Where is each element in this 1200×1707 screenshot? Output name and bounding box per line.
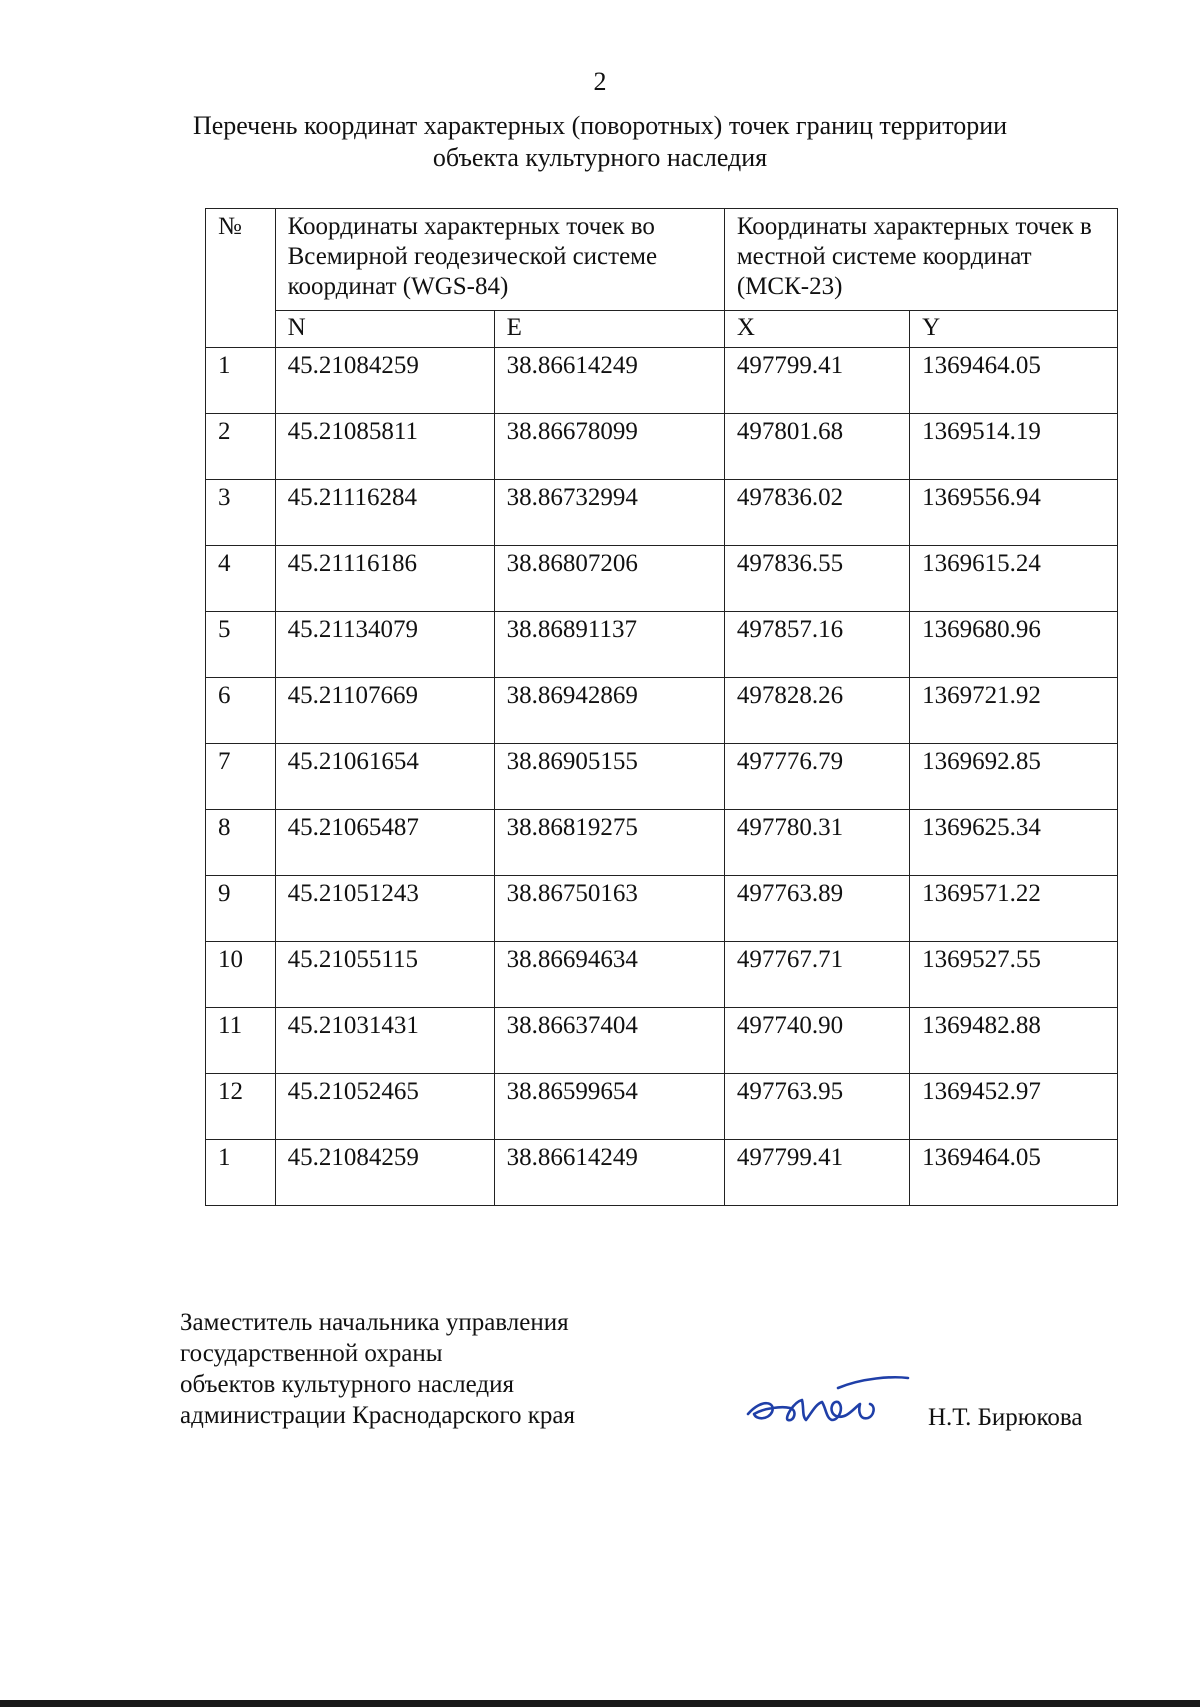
header-wgs84: Координаты характерных точек во Всемирной геодезической системе координат (WGS-84) (275, 209, 724, 311)
cell-point-number: 9 (206, 876, 276, 942)
table-row (206, 744, 1118, 810)
cell-e: 38.86732994 (494, 480, 724, 546)
table-row (206, 810, 1118, 876)
cell-y: 1369464.05 (910, 348, 1118, 414)
table-row (206, 876, 1118, 942)
header-e: E (494, 311, 724, 348)
scan-bottom-edge (0, 1700, 1200, 1707)
table-row (206, 480, 1118, 546)
signer-position-line-3: объектов культурного наследия (180, 1371, 514, 1398)
cell-y: 1369482.88 (910, 1008, 1118, 1074)
cell-n: 45.21031431 (275, 1008, 494, 1074)
cell-y: 1369680.96 (910, 612, 1118, 678)
coordinates-table (205, 208, 1118, 1206)
signer-position-line-4: администрации Краснодарского края (180, 1402, 576, 1429)
cell-x: 497740.90 (724, 1008, 909, 1074)
cell-x: 497799.41 (724, 348, 909, 414)
cell-y: 1369452.97 (910, 1074, 1118, 1140)
signer-position-line-2: государственной охраны (180, 1340, 443, 1367)
cell-x: 497857.16 (724, 612, 909, 678)
header-number: № (206, 209, 276, 348)
table-row (206, 1140, 1118, 1206)
table-row (206, 546, 1118, 612)
table-body (206, 348, 1118, 1206)
cell-y: 1369625.34 (910, 810, 1118, 876)
cell-e: 38.86750163 (494, 876, 724, 942)
cell-point-number: 4 (206, 546, 276, 612)
cell-n: 45.21084259 (275, 348, 494, 414)
signer-name: Н.Т. Бирюкова (928, 1404, 1083, 1431)
cell-x: 497767.71 (724, 942, 909, 1008)
cell-n: 45.21055115 (275, 942, 494, 1008)
cell-y: 1369571.22 (910, 876, 1118, 942)
cell-point-number: 3 (206, 480, 276, 546)
cell-point-number: 11 (206, 1008, 276, 1074)
cell-x: 497836.02 (724, 480, 909, 546)
cell-e: 38.86614249 (494, 1140, 724, 1206)
cell-n: 45.21085811 (275, 414, 494, 480)
signer-position-line-1: Заместитель начальника управления (180, 1309, 569, 1336)
title-line-2: объекта культурного наследия (432, 143, 768, 172)
cell-x: 497763.95 (724, 1074, 909, 1140)
cell-y: 1369514.19 (910, 414, 1118, 480)
table-row (206, 1074, 1118, 1140)
cell-point-number: 6 (206, 678, 276, 744)
cell-n: 45.21061654 (275, 744, 494, 810)
header-msk23: Координаты характерных точек в местной системе координат (МСК-23) (724, 209, 1117, 311)
cell-e: 38.86905155 (494, 744, 724, 810)
table-row (206, 942, 1118, 1008)
cell-e: 38.86694634 (494, 942, 724, 1008)
cell-e: 38.86637404 (494, 1008, 724, 1074)
cell-n: 45.21051243 (275, 876, 494, 942)
table-row (206, 348, 1118, 414)
table-header-row (206, 209, 1118, 311)
header-x: X (724, 311, 909, 348)
header-y: Y (910, 311, 1118, 348)
cell-y: 1369556.94 (910, 480, 1118, 546)
cell-point-number: 1 (206, 1140, 276, 1206)
cell-point-number: 12 (206, 1074, 276, 1140)
cell-n: 45.21052465 (275, 1074, 494, 1140)
cell-x: 497776.79 (724, 744, 909, 810)
signer-position (180, 1307, 700, 1431)
cell-y: 1369692.85 (910, 744, 1118, 810)
cell-n: 45.21107669 (275, 678, 494, 744)
cell-point-number: 10 (206, 942, 276, 1008)
table-row (206, 414, 1118, 480)
cell-x: 497836.55 (724, 546, 909, 612)
cell-point-number: 1 (206, 348, 276, 414)
cell-n: 45.21084259 (275, 1140, 494, 1206)
cell-x: 497780.31 (724, 810, 909, 876)
document-title (150, 110, 1050, 174)
cell-point-number: 7 (206, 744, 276, 810)
table-subheader-row (206, 311, 1118, 348)
title-line-1: Перечень координат характерных (поворотных) точек границ территории (192, 111, 1008, 140)
cell-n: 45.21116284 (275, 480, 494, 546)
table-row (206, 612, 1118, 678)
cell-e: 38.86614249 (494, 348, 724, 414)
handwritten-signature (742, 1368, 912, 1434)
cell-y: 1369527.55 (910, 942, 1118, 1008)
header-n: N (275, 311, 494, 348)
cell-e: 38.86599654 (494, 1074, 724, 1140)
cell-y: 1369464.05 (910, 1140, 1118, 1206)
table-row (206, 1008, 1118, 1074)
cell-e: 38.86819275 (494, 810, 724, 876)
cell-x: 497763.89 (724, 876, 909, 942)
cell-e: 38.86942869 (494, 678, 724, 744)
cell-n: 45.21134079 (275, 612, 494, 678)
cell-x: 497801.68 (724, 414, 909, 480)
cell-point-number: 5 (206, 612, 276, 678)
cell-point-number: 8 (206, 810, 276, 876)
cell-x: 497799.41 (724, 1140, 909, 1206)
cell-e: 38.86678099 (494, 414, 724, 480)
cell-x: 497828.26 (724, 678, 909, 744)
cell-n: 45.21065487 (275, 810, 494, 876)
page-number: 2 (593, 67, 607, 96)
cell-y: 1369721.92 (910, 678, 1118, 744)
cell-y: 1369615.24 (910, 546, 1118, 612)
cell-point-number: 2 (206, 414, 276, 480)
cell-n: 45.21116186 (275, 546, 494, 612)
table-row (206, 678, 1118, 744)
cell-e: 38.86807206 (494, 546, 724, 612)
cell-e: 38.86891137 (494, 612, 724, 678)
